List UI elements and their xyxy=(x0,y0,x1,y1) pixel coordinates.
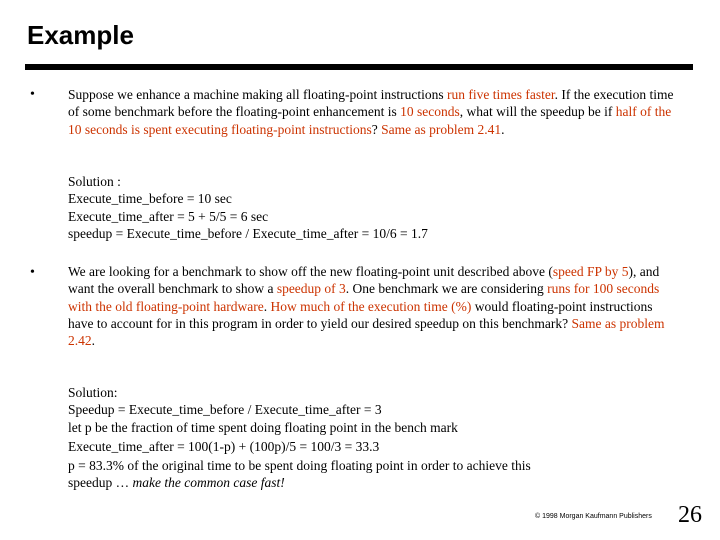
solution-2-line xyxy=(68,474,680,491)
solution-2-line: Execute_time_after = 100(1-p) + (100p)/5 = 100/3 = 33.3 xyxy=(68,438,380,454)
bullet-2-part: . One benchmark we are considering xyxy=(345,281,548,297)
bullet-2-text xyxy=(68,263,680,349)
highlight-problem-2-41: Same as problem 2.41 xyxy=(381,121,502,137)
bullet-1-part: . If the execution time of some benchmark before the floating-point enhancement is xyxy=(68,87,674,120)
solution-1-line: Execute_time_before = 10 sec xyxy=(68,191,232,207)
solution-2-line: p = 83.3% of the original time to be spent doing floating point in order to achieve this xyxy=(68,458,531,474)
bullet-marker: • xyxy=(30,265,35,280)
bullet-1-part: , what will the speedup be if xyxy=(459,104,616,120)
highlight-run-five-times-faster: run five times faster xyxy=(447,87,555,102)
highlight-execution-time-percent: How much of the execution time (%) xyxy=(270,298,472,314)
bullet-2-part: We are looking for a benchmark to show off the new floating-point unit described above ( xyxy=(68,264,553,279)
copyright-footer: © 1998 Morgan Kaufmann Publishers xyxy=(535,513,652,520)
highlight-speedup-of-3: speedup of 3 xyxy=(276,281,346,297)
bullet-1-part: ? xyxy=(371,121,382,137)
highlight-half-of-time: half of the 10 seconds is spent executing floating-point instructions xyxy=(68,104,672,137)
solution-2-line: let p be the fraction of time spent doing floating point in the bench mark xyxy=(68,419,458,435)
title-divider xyxy=(25,64,693,70)
bullet-1-part: . xyxy=(501,121,505,137)
solution-1-line: speedup = Execute_time_before / Execute_time_after = 10/6 = 1.7 xyxy=(68,225,428,241)
solution-1-heading: Solution : xyxy=(68,174,121,189)
bullet-marker: • xyxy=(30,87,35,102)
bullet-2-part: ), and want the overall benchmark to show a xyxy=(68,264,660,297)
solution-1-line: Execute_time_after = 5 + 5/5 = 6 sec xyxy=(68,208,269,224)
solution-2-line: Speedup = Execute_time_before / Execute_time_after = 3 xyxy=(68,402,382,418)
highlight-10-seconds: 10 seconds xyxy=(400,104,460,120)
bullet-2-part: . xyxy=(91,333,95,349)
bullet-2-part: would floating-point instructions have to account for in this program in order to yield our desired speedup on this benchmark? xyxy=(68,298,653,331)
page-number: 26 xyxy=(678,502,702,528)
highlight-speed-fp-by-5: speed FP by 5 xyxy=(552,264,629,279)
bullet-1-text xyxy=(68,86,680,138)
highlight-problem-2-42: Same as problem 2.42 xyxy=(68,315,665,349)
bullet-2-part: . xyxy=(263,298,271,314)
bullet-1-part: Suppose we enhance a machine making all floating-point instructions xyxy=(68,87,448,102)
solution-2-heading: Solution: xyxy=(68,385,118,400)
highlight-runs-for-100-seconds: runs for 100 seconds with the old floating-point hardware xyxy=(68,281,660,314)
solution-2 xyxy=(68,384,680,492)
slide-title: Example xyxy=(27,20,134,50)
solution-1 xyxy=(68,173,680,242)
common-case-emphasis: make the common case fast! xyxy=(132,475,285,491)
solution-2-conclusion: speedup … xyxy=(68,475,133,491)
